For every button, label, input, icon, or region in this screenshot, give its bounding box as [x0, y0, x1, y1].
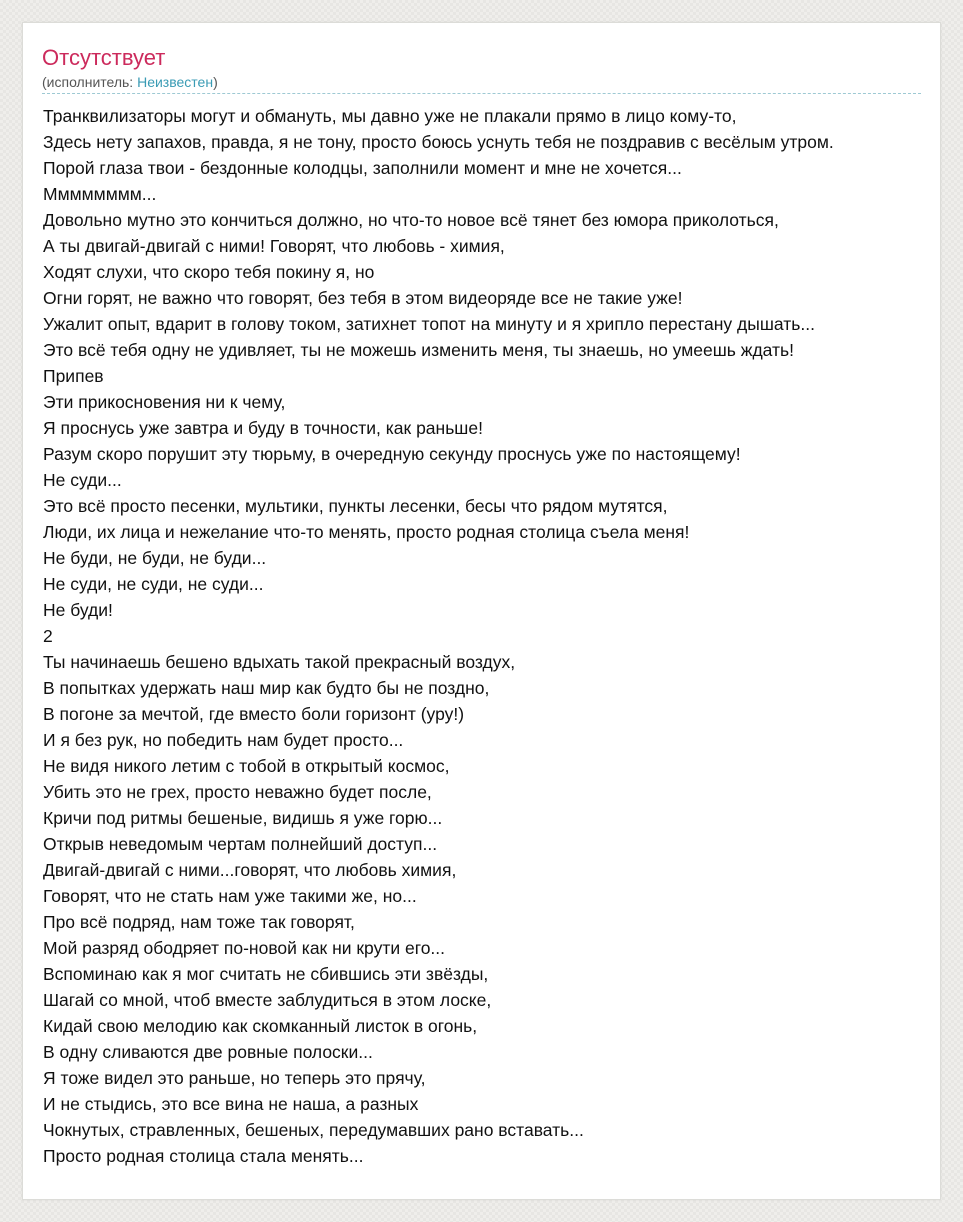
lyric-line: Ужалит опыт, вдарит в голову током, затихнет топот на минуту и я хрипло перестану дышать...	[43, 314, 815, 334]
lyric-line: Ходят слухи, что скоро тебя покину я, но	[43, 262, 375, 282]
lyric-line: Припев	[43, 366, 104, 386]
lyric-line: И не стыдись, это все вина не наша, а разных	[43, 1094, 419, 1114]
artist-prefix: (исполнитель:	[42, 74, 138, 90]
lyric-line: Просто родная столица стала менять...	[43, 1146, 364, 1166]
lyric-line: Убить это не грех, просто неважно будет после,	[43, 782, 432, 802]
lyric-line: Не буди!	[43, 600, 113, 620]
lyric-line: Это всё тебя одну не удивляет, ты не можешь изменить меня, ты знаешь, но умеешь ждать!	[43, 340, 794, 360]
lyric-line: Про всё подряд, нам тоже так говорят,	[43, 912, 355, 932]
lyric-line: Эти прикосновения ни к чему,	[43, 392, 286, 412]
lyrics-text	[43, 103, 834, 1169]
lyric-line: Не видя никого летим с тобой в открытый космос,	[43, 756, 450, 776]
lyric-line: 2	[43, 626, 53, 646]
lyric-line: Ты начинаешь бешено вдыхать такой прекрасный воздух,	[43, 652, 516, 672]
lyric-line: В попытках удержать наш мир как будто бы не поздно,	[43, 678, 490, 698]
lyric-line: Мой разряд ободряет по-новой как ни крути его...	[43, 938, 446, 958]
artist-line	[42, 73, 218, 91]
lyric-line: Я проснусь уже завтра и буду в точности, как раньше!	[43, 418, 483, 438]
lyric-line: Порой глаза твои - бездонные колодцы, заполнили момент и мне не хочется...	[43, 158, 682, 178]
lyric-line: Кричи под ритмы бешеные, видишь я уже горю...	[43, 808, 443, 828]
lyric-line: В погоне за мечтой, где вместо боли горизонт (уру!)	[43, 704, 465, 724]
lyric-line: Огни горят, не важно что говорят, без тебя в этом видеоряде все не такие уже!	[43, 288, 683, 308]
lyric-line: Не суди...	[43, 470, 122, 490]
lyric-line: Вспоминаю как я мог считать не сбившись эти звёзды,	[43, 964, 489, 984]
lyric-line: Чокнутых, стравленных, бешеных, передумавших рано вставать...	[43, 1120, 584, 1140]
lyric-line: Здесь нету запахов, правда, я не тону, просто боюсь уснуть тебя не поздравив с весёлым утром.	[43, 132, 834, 152]
lyric-line: Довольно мутно это кончиться должно, но что-то новое всё тянет без юмора приколоться,	[43, 210, 779, 230]
lyrics-card	[22, 22, 941, 1200]
lyric-line: Я тоже видел это раньше, но теперь это прячу,	[43, 1068, 426, 1088]
lyric-line: Не буди, не буди, не буди...	[43, 548, 267, 568]
artist-link[interactable]: Неизвестен	[137, 74, 214, 90]
lyric-line: Открыв неведомым чертам полнейший доступ...	[43, 834, 438, 854]
lyric-line: В одну сливаются две ровные полоски...	[43, 1042, 373, 1062]
lyric-line: Мммммммм...	[43, 184, 157, 204]
lyric-line: И я без рук, но победить нам будет просто...	[43, 730, 404, 750]
lyric-line: Люди, их лица и нежелание что-то менять, просто родная столица съела меня!	[43, 522, 690, 542]
song-title: Отсутствует	[42, 45, 166, 70]
lyric-line: Кидай свою мелодию как скомканный листок в огонь,	[43, 1016, 478, 1036]
lyric-line: Шагай со мной, чтоб вместе заблудиться в этом лоске,	[43, 990, 492, 1010]
lyric-line: Не суди, не суди, не суди...	[43, 574, 264, 594]
title-divider	[42, 93, 921, 94]
lyric-line: А ты двигай-двигай с ними! Говорят, что любовь - химия,	[43, 236, 505, 256]
lyric-line: Разум скоро порушит эту тюрьму, в очередную секунду проснусь уже по настоящему!	[43, 444, 741, 464]
lyric-line: Это всё просто песенки, мультики, пункты лесенки, бесы что рядом мутятся,	[43, 496, 668, 516]
lyric-line: Транквилизаторы могут и обмануть, мы давно уже не плакали прямо в лицо кому-то,	[43, 106, 737, 126]
lyric-line: Двигай-двигай с ними...говорят, что любовь химия,	[43, 860, 457, 880]
lyric-line: Говорят, что не стать нам уже такими же, но...	[43, 886, 417, 906]
artist-suffix: )	[213, 74, 218, 90]
